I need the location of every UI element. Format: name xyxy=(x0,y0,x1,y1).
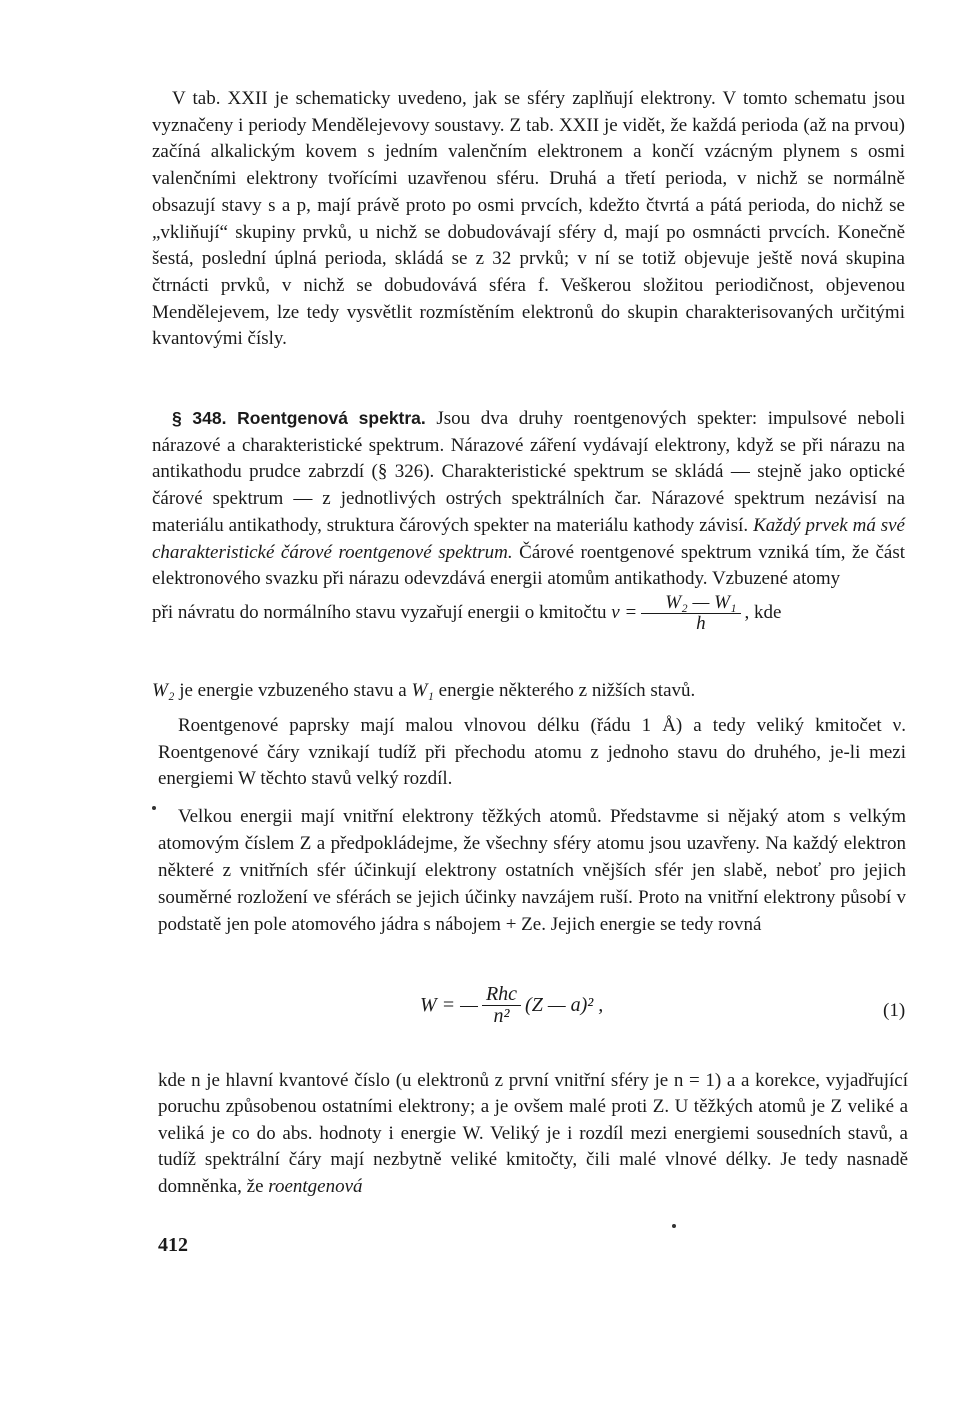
w2-text: je energie vzbuzeného stavu a xyxy=(174,680,412,701)
section-text-a: Jsou dva druhy roentgenových spekter: impulsové neboli nárazové a charakteristické spektrum. Nárazové záření vydávají elektrony, když se při nárazu na antikathodu prudce zabrzdí (§ 326). Charakteristické spektrum se skládá — stejně jako optické čárové spektrum — z jednotlivých ostrých spektrálních čar. Nárazové spektrum nezávisí na materiálu antikathody, struktura čárových spekter na materiálu kathody závisí. xyxy=(152,408,905,536)
ink-speck xyxy=(152,806,156,810)
equation-number: (1) xyxy=(883,1000,906,1021)
paragraph-quantum-number xyxy=(158,1068,908,1200)
formula-lhs: W = — xyxy=(420,994,478,1016)
frequency-line xyxy=(152,591,782,634)
w1-symbol: W₁ xyxy=(411,680,434,701)
frequency-text: při návratu do normálního stavu vyzařují energii o kmitočtu xyxy=(152,601,612,623)
paragraph-wavelength: Roentgenové paprsky mají malou vlnovou délku (řádu 1 Å) a tedy veliký kmitočet ν. Roentgenové čáry vznikají tudíž při přechodu atomu z jednoho stavu do druhého, je-li mezi energiemi W těchto stavů velký rozdíl. xyxy=(158,715,906,789)
section-heading: § 348. Roentgenová spektra. xyxy=(172,408,426,428)
paragraph-inner-electrons: Velkou energii mají vnitřní elektrony těžkých atomů. Představme si nějaký atom s velkým atomovým číslem Z a předpokládejme, že všechny sféry atomu jsou uzavřeny. Na každý elektron některé z vnitřních sfér účinkují elektrony ostatních vnějších sfér jen slabě, neboť pro jejich souměrné rozložení ve sférách se jejich účinky navzájem ruší. Proto na vnitřní elektrony působí v podstatě jen pole atomového jádra s nábojem + Ze. Jejich energie se tedy rovná xyxy=(158,806,906,935)
frequency-fraction xyxy=(641,593,740,634)
fraction-numerator: W₂ — W₁ xyxy=(641,593,740,614)
paragraph-quantum-text: kde n je hlavní kvantové číslo (u elektronů z první vnitřní sféry je n = 1) a a korekce, vyjadřující poruchu způsobenou ostatními elektrony; a je ovšem malé proti Z. U těžkých atomů je Z veliké a veliká je co do abs. hodnoty i energie W. Veliký je i rozdíl mezi energiemi sousedních stavů, a tudíž spektrální čáry mají nezbytně veliké kmitočty, čili malé vlnové délky. Je tedy nasnadě domněnka, že xyxy=(158,1070,908,1197)
section-text-b: Čárové roentgenové spektrum vzniká tím, že část elektronového svazku při nárazu odevzdává energii atomům antikathody. Vzbuzené atomy xyxy=(152,541,905,590)
formula-fraction xyxy=(482,984,521,1027)
formula-denominator: n² xyxy=(493,1005,510,1027)
formula-numerator: Rhc xyxy=(482,984,521,1006)
w1-text: energie některého z nižších stavů. xyxy=(433,680,696,701)
page-number: 412 xyxy=(158,1234,188,1256)
formula-rhs: (Z — a)² , xyxy=(525,994,604,1016)
w2-symbol: W₂ xyxy=(152,680,175,701)
ink-speck xyxy=(672,1224,676,1228)
fraction-denominator: h xyxy=(696,612,706,634)
energy-formula xyxy=(420,984,603,1027)
nu-symbol: ν = xyxy=(611,601,638,623)
paragraph-section-348 xyxy=(152,405,905,634)
frequency-tail: , kde xyxy=(744,601,782,623)
paragraph-w-definitions xyxy=(152,678,905,705)
paragraph-periods: V tab. XXII je schematicky uvedeno, jak se sféry zaplňují elektrony. V tomto schematu jsou vyznačeny i periody Mendělejevovy soustavy. Z tab. XXII je vidět, že každá perioda (až na prvou) začíná alkalickým kovem s jedním valenčním elektronem a končí vzácným plynem s osmi valenčními elektrony tvořícími uzavřenou sféru. Druhá a třetí perioda, v nichž se normálně obsazují stavy s a p, mají právě proto po osmi prvcích, kdežto čtvrtá a pátá perioda, do nichž se „vkliňují“ skupiny prvků, u nichž se dobudovávají sféry d, mají po osmnácti prvcích. Konečně šestá, poslední úplná perioda, skládá se z 32 prvků; v ní se totiž objevuje ještě nová skupina čtrnácti prvků, v nichž se dobudovává sféra f. Veškerou složitou periodičnost, objevenou Mendělejevem, lze tedy vysvětlit rozmístěním elektronů do skupin charakterisovaných určitými kvantovými čísly. xyxy=(152,88,905,350)
trailing-italic-word: roentgenová xyxy=(268,1175,363,1197)
section-italic-statement: Každý prvek má své charakteristické čárové roentgenové spektrum. xyxy=(152,514,905,563)
